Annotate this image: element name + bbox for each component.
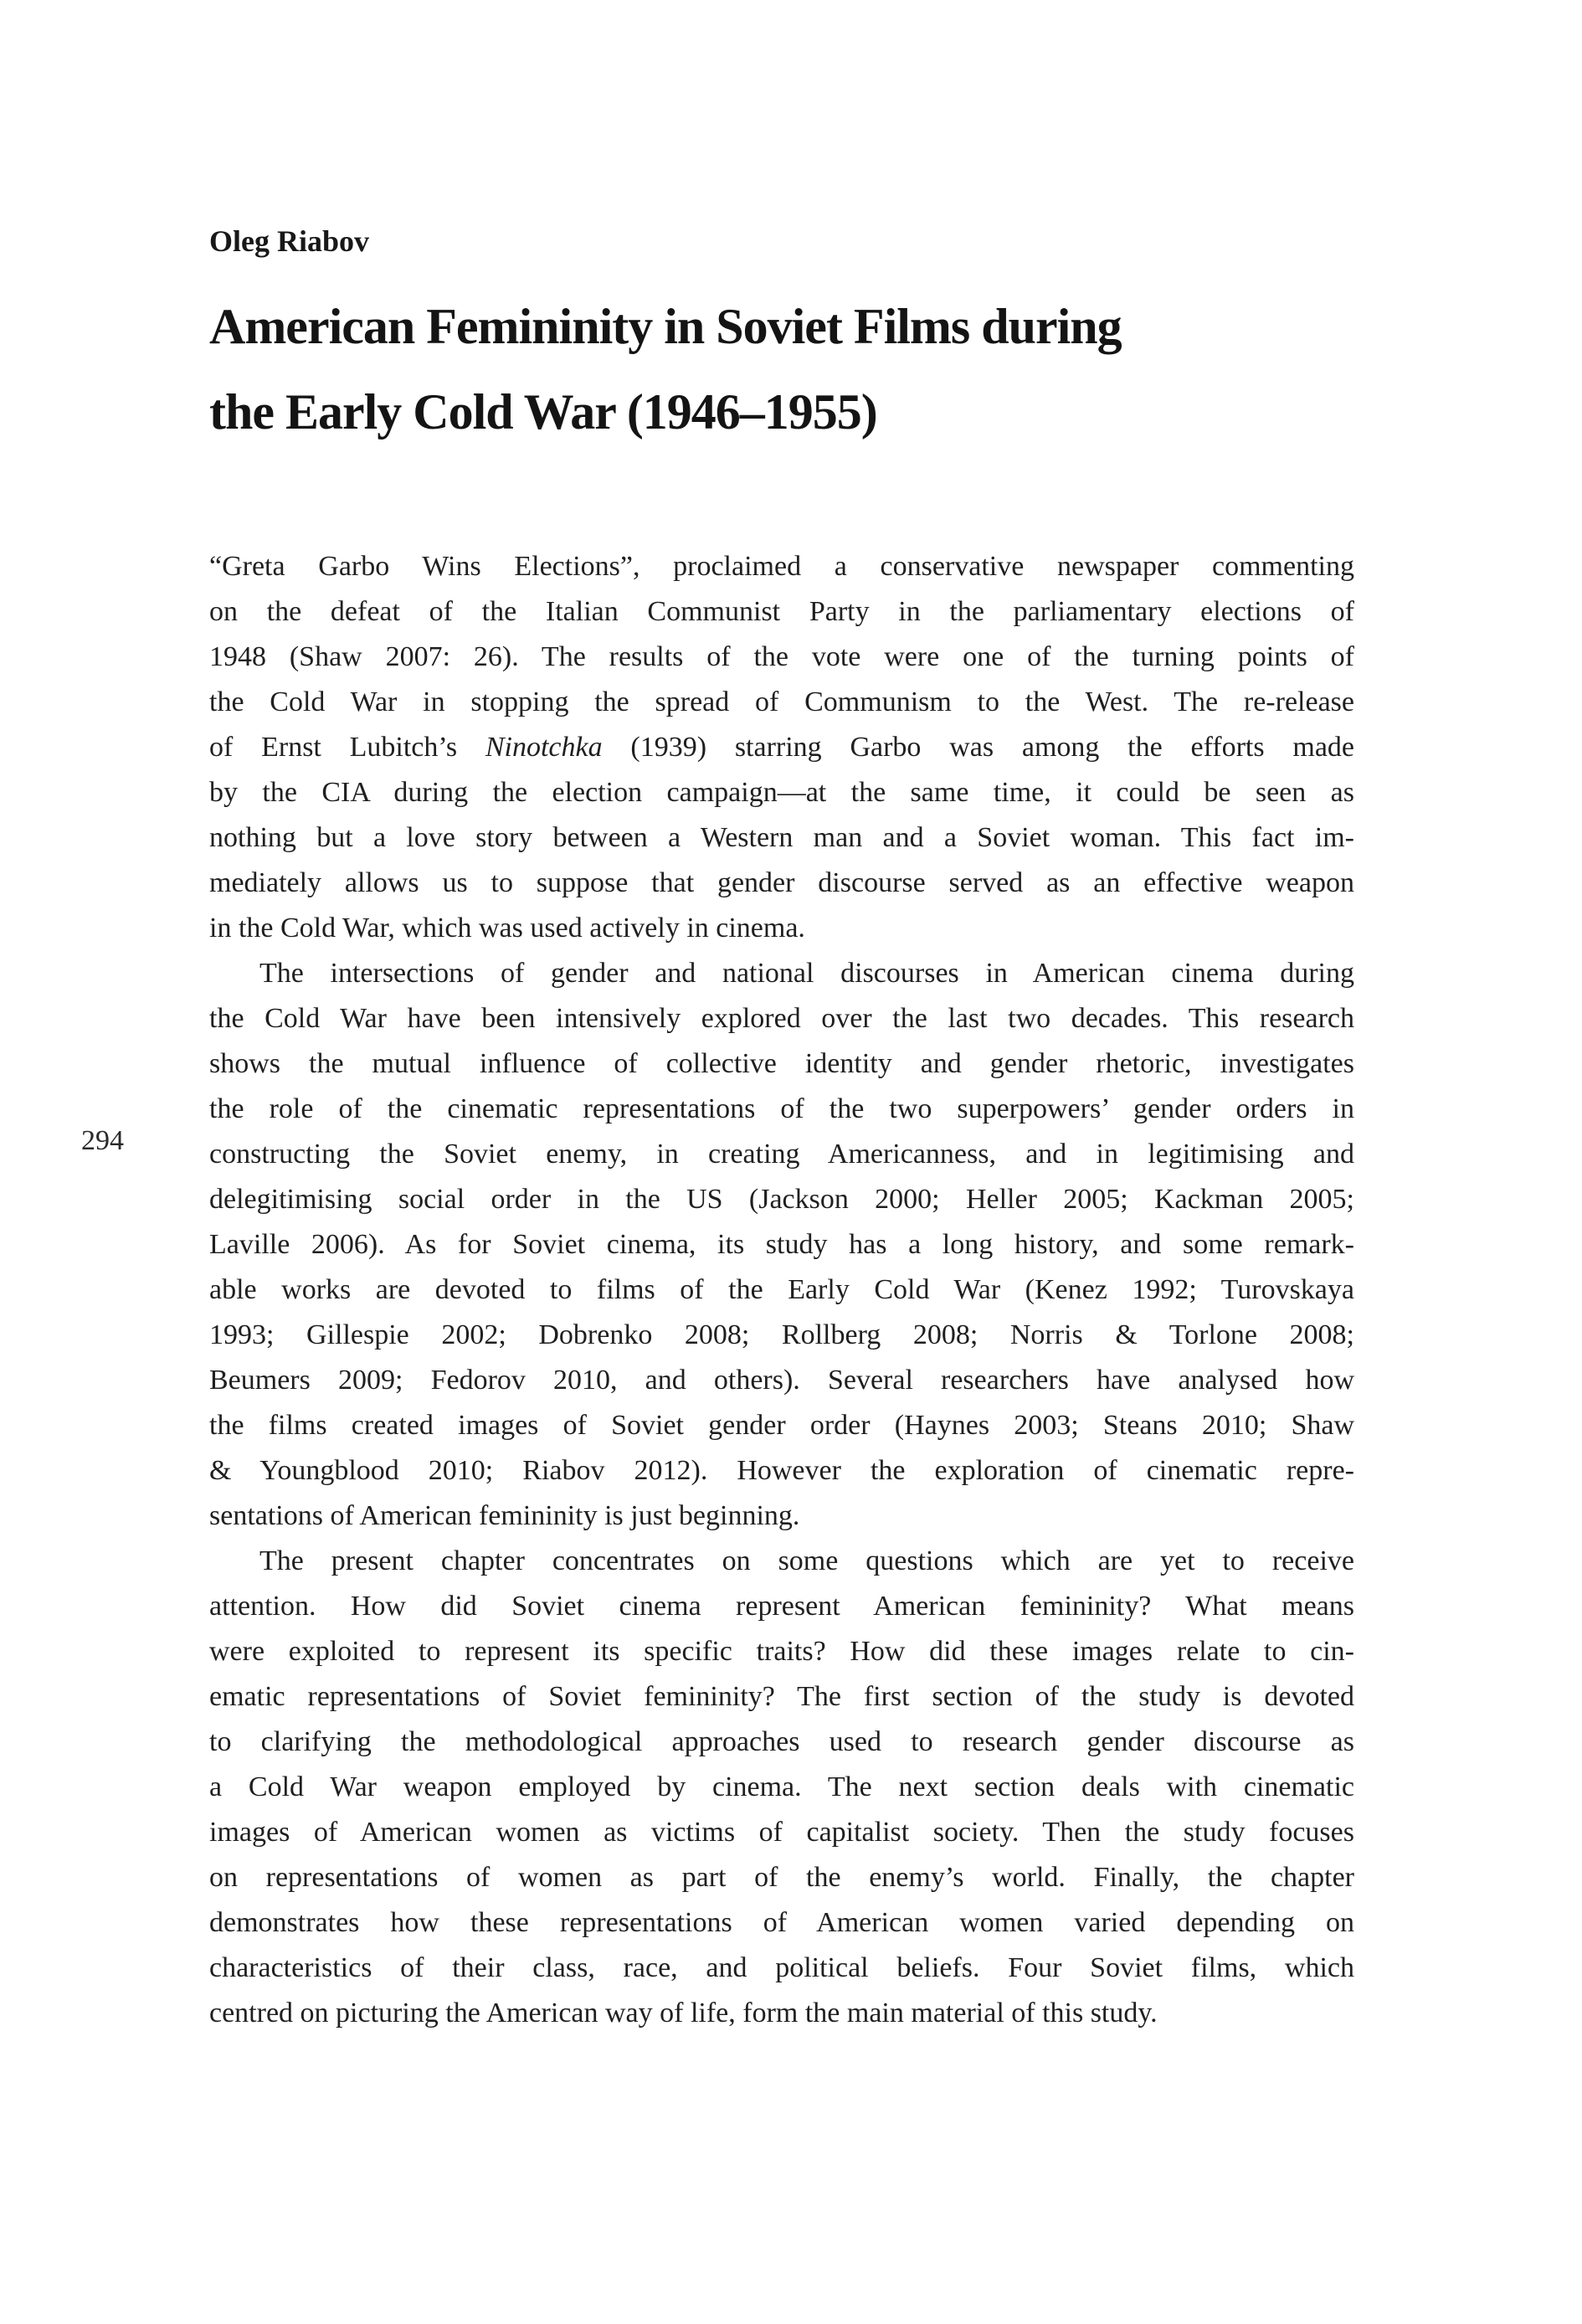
text-line: Laville 2006). As for Soviet cinema, its study has a long history, and some remark- — [209, 1229, 1354, 1260]
paragraph — [209, 951, 1354, 1539]
text-line: able works are devoted to films of the Early Cold War (Kenez 1992; Turovskaya — [209, 1274, 1354, 1305]
text-line: mediately allows us to suppose that gender discourse served as an effective weapon — [209, 867, 1354, 898]
text-line: The present chapter concentrates on some questions which are yet to receive — [259, 1545, 1354, 1576]
text-line: shows the mutual influence of collective identity and gender rhetoric, investigates — [209, 1048, 1354, 1079]
text-line: in the Cold War, which was used actively in cinema. — [209, 913, 805, 943]
text-line: Beumers 2009; Fedorov 2010, and others). Several researchers have analysed how — [209, 1365, 1354, 1396]
text-line: The intersections of gender and national discourses in American cinema during — [259, 958, 1354, 989]
author-name: Oleg Riabov — [209, 224, 370, 258]
text-line: 1993; Gillespie 2002; Dobrenko 2008; Rollberg 2008; Norris & Torlone 2008; — [209, 1319, 1354, 1350]
text-line: “Greta Garbo Wins Elections”, proclaimed a conservative newspaper commenting — [209, 551, 1354, 582]
text-line: 1948 (Shaw 2007: 26). The results of the vote were one of the turning points of — [209, 641, 1354, 672]
film-title-italic: Ninotchka — [485, 732, 603, 763]
chapter-title-line-2: the Early Cold War (1946–1955) — [209, 384, 877, 440]
text-line: centred on picturing the American way of life, form the main material of this study. — [209, 1998, 1158, 2028]
chapter-title — [209, 284, 1423, 455]
text-line: the Cold War have been intensively explored over the last two decades. This research — [209, 1003, 1354, 1034]
page-number: 294 — [81, 1125, 124, 1156]
paragraph — [209, 1539, 1354, 2036]
text-line: characteristics of their class, race, and political beliefs. Four Soviet films, which — [209, 1952, 1354, 1983]
text-line: demonstrates how these representations of American women varied depending on — [209, 1907, 1354, 1938]
text-line: were exploited to represent its specific traits? How did these images relate to cin- — [209, 1636, 1354, 1667]
chapter-title-line-1: American Femininity in Soviet Films during — [209, 299, 1122, 354]
text-line: on the defeat of the Italian Communist Party in the parliamentary elections of — [209, 596, 1354, 627]
paragraph — [209, 544, 1354, 951]
text-line: the role of the cinematic representations of the two superpowers’ gender orders in — [209, 1093, 1354, 1124]
body-text — [209, 544, 1354, 2036]
text-line: ematic representations of Soviet femininity? The first section of the study is devoted — [209, 1681, 1354, 1712]
text-line: delegitimising social order in the US (Jackson 2000; Heller 2005; Kackman 2005; — [209, 1184, 1354, 1215]
text-line: the films created images of Soviet gender order (Haynes 2003; Steans 2010; Shaw — [209, 1410, 1354, 1441]
text-line: attention. How did Soviet cinema represent American femininity? What means — [209, 1591, 1354, 1622]
text-line: of Ernst Lubitch’s Ninotchka (1939) starring Garbo was among the efforts made — [209, 732, 1354, 763]
text-line: nothing but a love story between a Western man and a Soviet woman. This fact im- — [209, 822, 1354, 853]
text-line: a Cold War weapon employed by cinema. The next section deals with cinematic — [209, 1771, 1354, 1802]
text-line: the Cold War in stopping the spread of Communism to the West. The re-release — [209, 686, 1354, 717]
text-line: & Youngblood 2010; Riabov 2012). However the exploration of cinematic repre- — [209, 1455, 1354, 1486]
text-line: to clarifying the methodological approaches used to research gender discourse as — [209, 1726, 1354, 1757]
text-line: constructing the Soviet enemy, in creating Americanness, and in legitimising and — [209, 1139, 1354, 1170]
text-line: on representations of women as part of the enemy’s world. Finally, the chapter — [209, 1862, 1354, 1893]
text-line: by the CIA during the election campaign—at the same time, it could be seen as — [209, 777, 1354, 808]
text-line: images of American women as victims of capitalist society. Then the study focuses — [209, 1817, 1354, 1848]
text-line: sentations of American femininity is just beginning. — [209, 1500, 800, 1531]
